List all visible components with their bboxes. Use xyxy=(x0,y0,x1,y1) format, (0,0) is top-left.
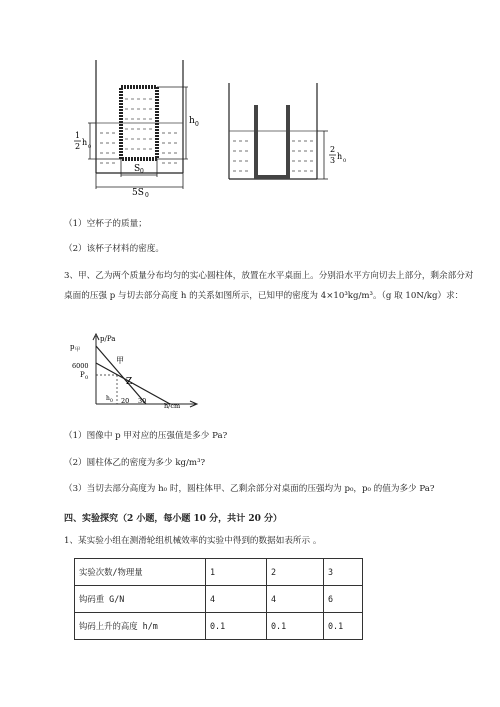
table-row xyxy=(75,586,363,613)
table-cell: 0.1 xyxy=(324,613,363,640)
x-h0-label: h xyxy=(106,395,110,402)
half-h-sub: 0 xyxy=(88,144,92,150)
q3-item-1: （1）图像中 p 甲对应的压强值是多少 Pa? xyxy=(64,431,228,441)
experiment-table xyxy=(74,558,363,640)
twothird-h-label: h xyxy=(337,152,343,161)
s0-sub: 0 xyxy=(140,168,144,175)
section-4-q1: 1、某实验小组在测滑轮组机械效率的实验中得到的数据如表所示 。 xyxy=(64,536,322,546)
twothird-h-sub: 0 xyxy=(343,158,347,164)
table-cell: 4 xyxy=(206,586,267,613)
p0-sub: 0 xyxy=(85,375,89,381)
half-denominator: 2 xyxy=(75,142,81,151)
y-axis-label: p/Pa xyxy=(100,335,116,343)
x-tick-30: 30 xyxy=(138,397,147,405)
s0-label: S xyxy=(134,164,141,174)
table-row xyxy=(75,613,363,640)
h0-sub: 0 xyxy=(195,121,199,128)
p0-label: P xyxy=(80,371,85,379)
p-jia-sub: 甲 xyxy=(75,347,81,353)
x-tick-20: 20 xyxy=(121,397,130,405)
table-cell: 0.1 xyxy=(206,613,267,640)
table-row xyxy=(75,559,363,586)
table-cell: 实验次数/物理量 xyxy=(75,559,206,586)
section-4-title: 四、实验探究（2 小题，每小题 10 分，共计 20 分） xyxy=(64,514,282,524)
jia-line xyxy=(96,346,146,404)
beaker-figure xyxy=(66,55,366,200)
table-cell: 6 xyxy=(324,586,363,613)
q3-item-3: （3）当切去部分高度为 h₀ 时，圆柱体甲、乙剩余部分对桌面的压强均为 p₀，p₀ 的值为多少 Pa? xyxy=(64,484,435,494)
twothird-denominator: 3 xyxy=(330,156,336,165)
table-cell: 钩码上升的高度 h/m xyxy=(75,613,206,640)
table-cell: 0.1 xyxy=(267,613,324,640)
table-cell: 2 xyxy=(267,559,324,586)
q3-text: 3、甲、乙为两个质量分布均匀的实心圆柱体，放置在水平桌面上。分别沿水平方向切去上部分，剩余部分对桌面的压强 p 与切去部分高度 h 的关系如图所示，已知甲的密度为 4×10³kg/m³。（g 取 10N/kg）求： xyxy=(64,271,474,301)
table-cell: 钩码重 G/N xyxy=(75,586,206,613)
five-s0-sub: 0 xyxy=(145,192,149,199)
twothird-numerator: 2 xyxy=(330,145,336,154)
h0-label: h xyxy=(189,116,195,126)
x-h0-sub: 0 xyxy=(110,399,113,404)
y-tick-6000: 6000 xyxy=(72,362,89,370)
jia-label: 甲 xyxy=(116,356,124,365)
table-cell: 4 xyxy=(267,586,324,613)
table-cell: 1 xyxy=(206,559,267,586)
half-numerator: 1 xyxy=(75,131,81,140)
x-axis-label: h/cm xyxy=(164,402,181,410)
left-beaker xyxy=(96,60,183,173)
p-jia-label: p xyxy=(70,343,75,351)
five-s0-label: 5S xyxy=(132,188,144,198)
q2-item-2: （2）该杯子材料的密度。 xyxy=(64,244,164,254)
right-water xyxy=(229,131,317,171)
table-cell: 3 xyxy=(324,559,363,586)
q3-item-2: （2）圆柱体乙的密度为多少 kg/m³? xyxy=(64,458,206,468)
right-cup xyxy=(256,105,288,177)
yi-label: Z xyxy=(126,377,133,387)
half-h-label: h xyxy=(82,138,88,147)
pressure-height-graph xyxy=(66,330,206,410)
q2-item-1: （1）空杯子的质量； xyxy=(64,219,147,229)
